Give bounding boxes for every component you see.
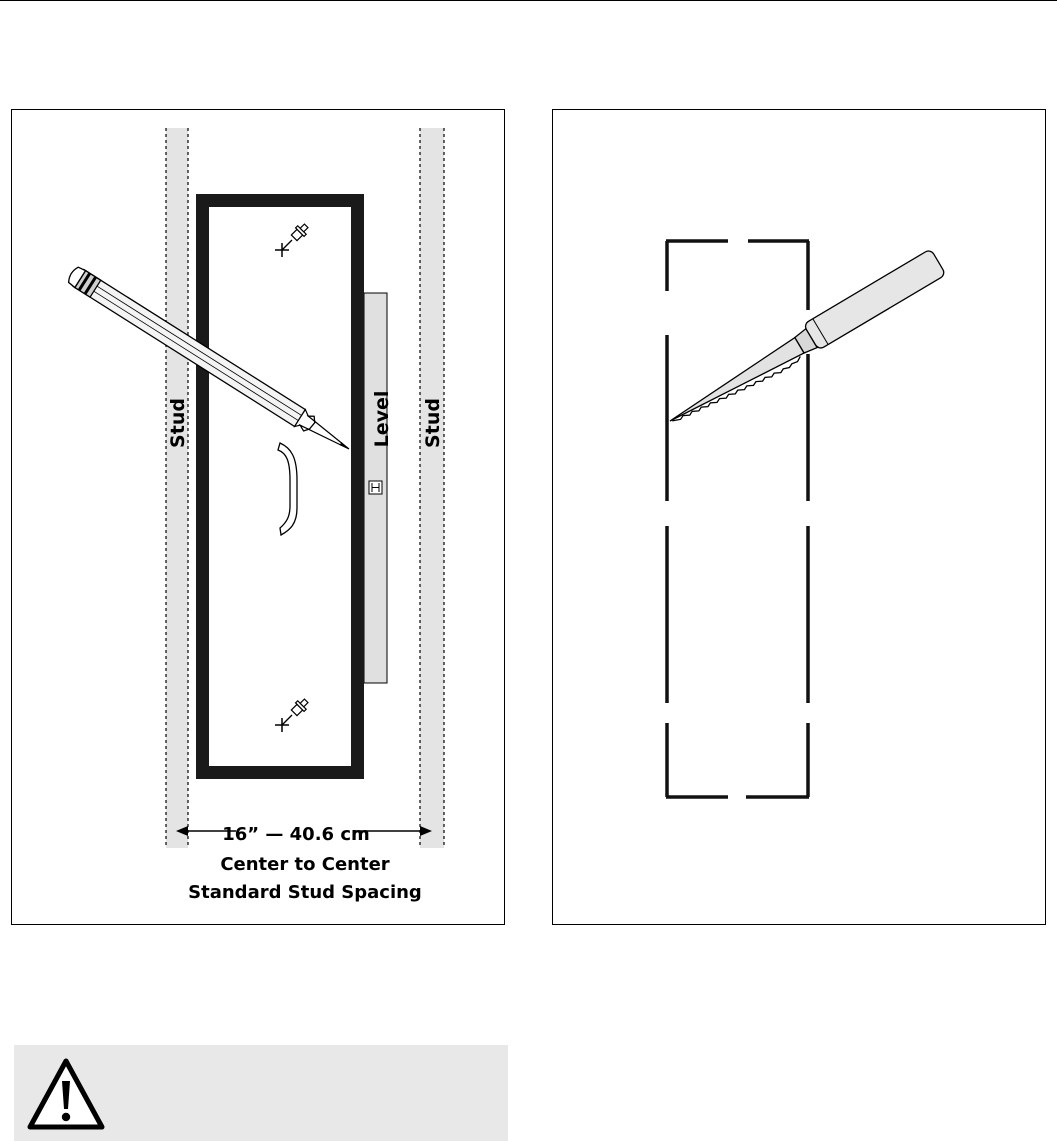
warning-triangle-icon <box>26 1057 106 1135</box>
caption-line-2: Standard Stud Spacing <box>188 882 422 903</box>
warning-box <box>14 1045 508 1141</box>
cut-outline <box>666 241 809 797</box>
cabinet-outline <box>203 201 358 773</box>
cutout-figure <box>552 109 1046 925</box>
stud-mounting-illustration <box>12 110 506 926</box>
top-rule <box>0 0 1057 1</box>
handle-icon <box>278 443 297 535</box>
stud-mounting-figure <box>11 109 505 925</box>
stud-label-left: Stud <box>167 398 189 448</box>
pushpin-icon <box>275 222 310 257</box>
pencil-icon <box>66 265 354 457</box>
stud-label-right: Stud <box>422 398 444 448</box>
cutout-illustration <box>553 110 1047 926</box>
level-tool <box>364 293 387 683</box>
measurement-label: 16” — 40.6 cm <box>222 824 370 845</box>
level-label: Level <box>371 390 393 448</box>
pushpin-icon <box>275 697 310 732</box>
saw-icon <box>662 249 946 434</box>
caption-line-1: Center to Center <box>220 854 390 875</box>
stud-right <box>420 128 444 848</box>
stud-left <box>166 128 188 848</box>
